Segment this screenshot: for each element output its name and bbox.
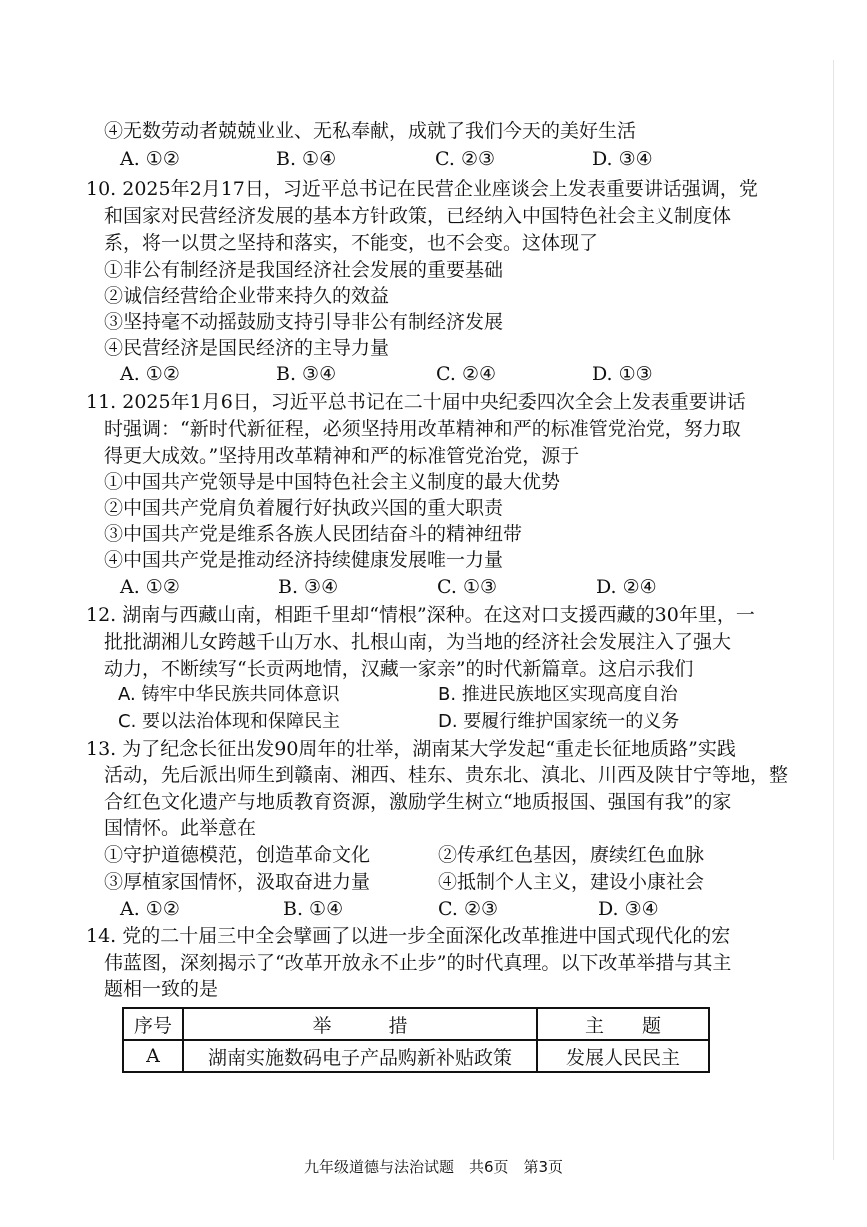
q10-item-1: ①非公有制经济是我国经济社会发展的重要基础 [104, 259, 504, 281]
page-footer: 九年级道德与法治试题 共6页 第3页 [303, 1158, 564, 1176]
q10-option-c: C. ②④ [436, 363, 497, 385]
q11-item-3: ③中国共产党是维系各族人民团结奋斗的精神纽带 [104, 523, 523, 545]
q11-item-4: ④中国共产党是推动经济持续健康发展唯一力量 [104, 549, 504, 571]
q11-item-2: ②中国共产党肩负着履行好执政兴国的重大职责 [104, 497, 504, 519]
q11-stem-line-3: 得更大成效。”坚持用改革精神和严的标准管党治党，源于 [104, 445, 580, 467]
q14-stem-line-2: 伟蓝图，深刻揭示了“改革开放永不止步”的时代真理。以下改革举措与其主 [104, 952, 732, 974]
q9-item-4: ④无数劳动者兢兢业业、无私奉献，成就了我们今天的美好生活 [104, 120, 637, 142]
q13-stem-line-2: 活动，先后派出师生到赣南、湘西、桂东、贵东北、滇北、川西及陕甘宁等地，整 [104, 764, 789, 786]
q10-item-3: ③坚持毫不动摇鼓励支持引导非公有制经济发展 [104, 311, 504, 333]
q11-option-a: A. ①② [120, 576, 180, 598]
q13-option-a: A. ①② [120, 898, 180, 920]
q12-stem-line-1: 12. 湖南与西藏山南，相距千里却“情根”深种。在这对口支援西藏的30年里，一 [86, 604, 755, 626]
table-header-row [123, 1008, 709, 1040]
col-header-measure: 举 措 [183, 1008, 537, 1040]
q13-option-d: D. ③④ [598, 898, 659, 920]
q13-option-c: C. ②③ [438, 898, 499, 920]
cell-theme: 发展人民民主 [537, 1040, 709, 1072]
q11-stem-line-1: 11. 2025年1月6日，习近平总书记在二十届中央纪委四次全会上发表重要讲话 [86, 391, 746, 413]
q14-stem-line-1: 14. 党的二十届三中全会擘画了以进一步全面深化改革推进中国式现代化的宏 [86, 925, 731, 947]
col-header-index: 序号 [123, 1008, 183, 1040]
q11-option-c: C. ①③ [437, 576, 498, 598]
q14-reform-table [122, 1007, 710, 1073]
q10-option-d: D. ①③ [592, 363, 653, 385]
q10-option-b: B. ③④ [276, 363, 337, 385]
q11-option-d: D. ②④ [596, 576, 657, 598]
q13-item-1: ①守护道德模范，创造革命文化 [104, 844, 371, 866]
q9-option-b: B. ①④ [276, 148, 337, 170]
q10-item-4: ④民营经济是国民经济的主导力量 [104, 337, 390, 359]
q12-option-c: C. 要以法治体现和保障民主 [118, 711, 341, 732]
table-row [123, 1040, 709, 1072]
q12-option-a: A. 铸牢中华民族共同体意识 [118, 684, 340, 705]
q10-stem-line-3: 系，将一以贯之坚持和落实，不能变，也不会变。这体现了 [104, 232, 599, 254]
col-header-theme: 主 题 [537, 1008, 709, 1040]
q13-stem-line-1: 13. 为了纪念长征出发90周年的壮举，湖南某大学发起“重走长征地质路”实践 [86, 738, 736, 760]
q13-item-2: ②传承红色基因，赓续红色血脉 [438, 844, 705, 866]
q10-option-a: A. ①② [120, 363, 180, 385]
q10-stem-line-2: 和国家对民营经济发展的基本方针政策，已经纳入中国特色社会主义制度体 [104, 205, 732, 227]
q13-option-b: B. ①④ [283, 898, 344, 920]
scan-edge-line [833, 60, 834, 1160]
q9-option-c: C. ②③ [435, 148, 496, 170]
q13-stem-line-4: 国情怀。此举意在 [104, 817, 257, 839]
q13-item-3: ③厚植家国情怀，汲取奋进力量 [104, 871, 371, 893]
q13-stem-line-3: 合红色文化遗产与地质教育资源，激励学生树立“地质报国、强国有我”的家 [104, 791, 732, 813]
q12-stem-line-3: 动力，不断续写“长贡两地情，汉藏一家亲”的时代新篇章。这启示我们 [104, 658, 694, 680]
q12-stem-line-2: 批批湖湘儿女跨越千山万水、扎根山南，为当地的经济社会发展注入了强大 [104, 631, 732, 653]
q12-option-b: B. 推进民族地区实现高度自治 [438, 684, 678, 705]
q12-option-d: D. 要履行维护国家统一的义务 [438, 711, 680, 732]
q11-stem-line-2: 时强调：“新时代新征程，必须坚持用改革精神和严的标准管党治党，努力取 [104, 418, 741, 440]
cell-measure: 湖南实施数码电子产品购新补贴政策 [183, 1040, 537, 1072]
q9-option-d: D. ③④ [592, 148, 653, 170]
q11-item-1: ①中国共产党领导是中国特色社会主义制度的最大优势 [104, 471, 561, 493]
q11-option-b: B. ③④ [278, 576, 339, 598]
q10-item-2: ②诚信经营给企业带来持久的效益 [104, 285, 390, 307]
q14-stem-line-3: 题相一致的是 [104, 978, 219, 1000]
q13-item-4: ④抵制个人主义，建设小康社会 [438, 871, 705, 893]
q10-stem-line-1: 10. 2025年2月17日，习近平总书记在民营企业座谈会上发表重要讲话强调，党 [86, 178, 758, 200]
cell-index: A [123, 1040, 183, 1072]
q9-option-a: A. ①② [120, 148, 180, 170]
